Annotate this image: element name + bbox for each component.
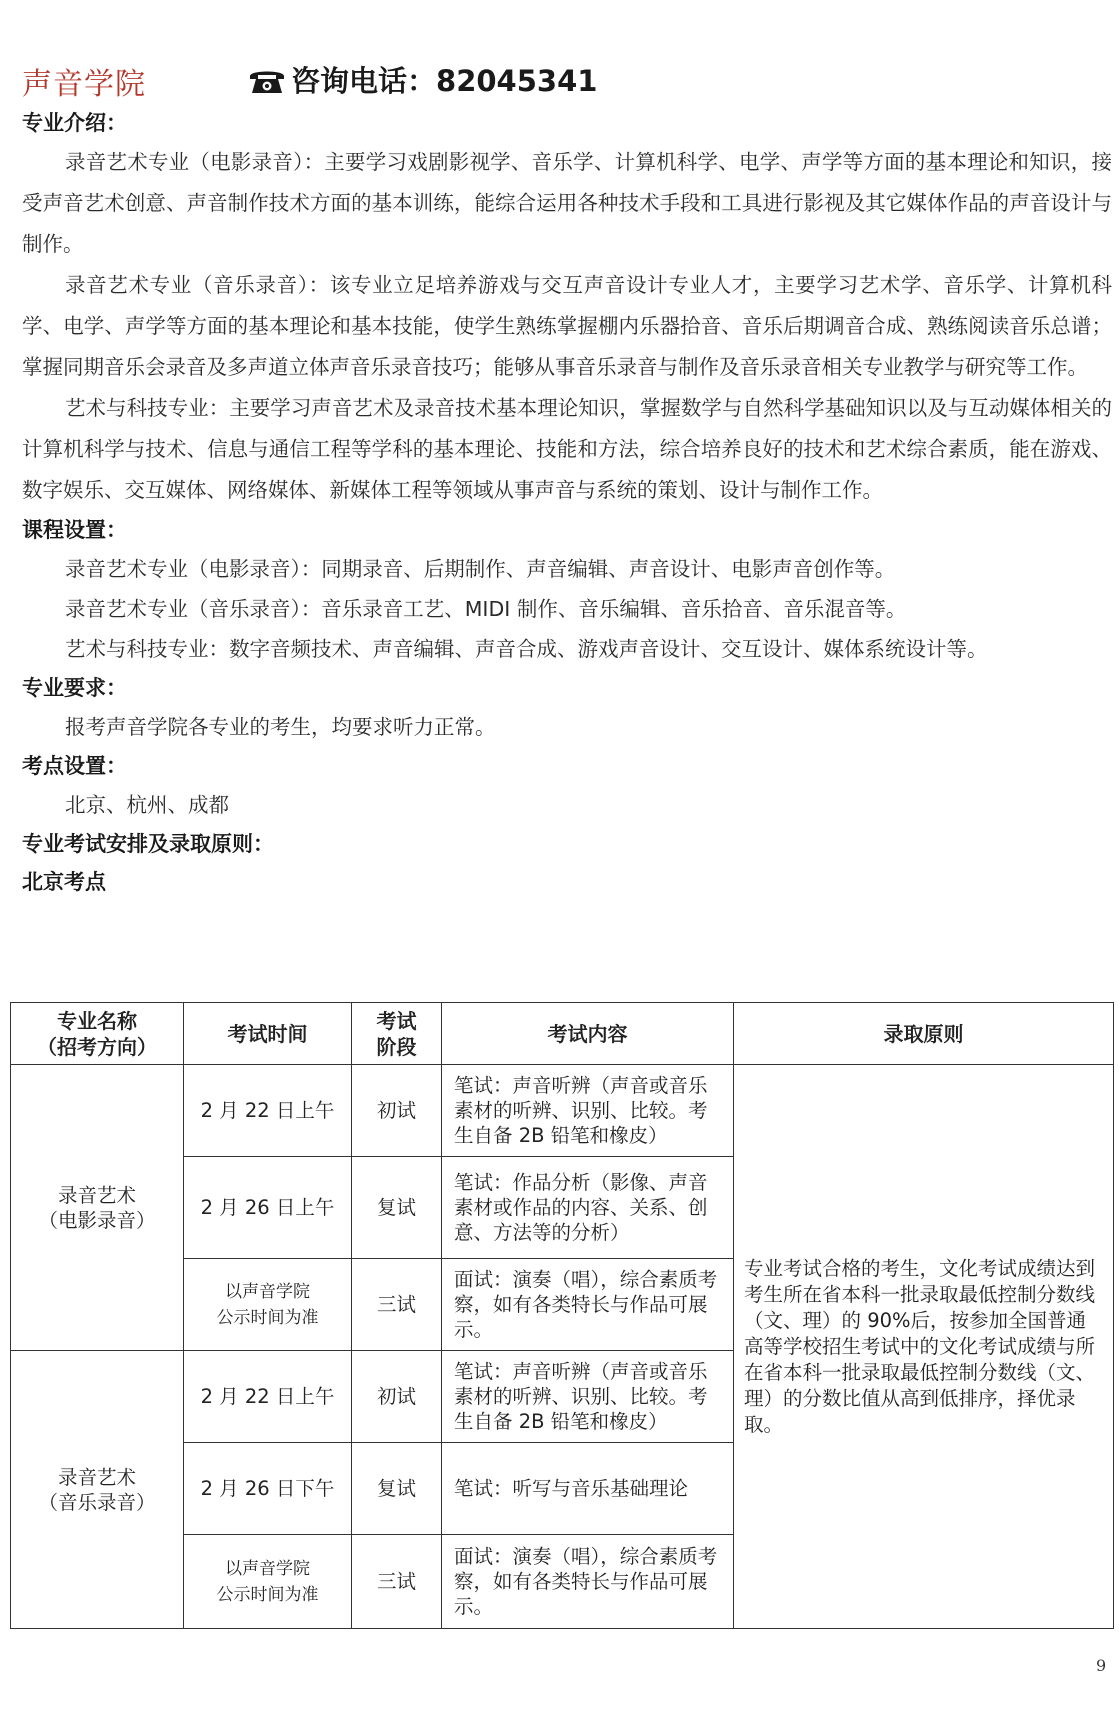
table-header-row [11,1003,1114,1065]
exam-time-cell: 以声音学院 公示时间为准 [184,1535,352,1629]
exam-time-cell: 2 月 26 日上午 [184,1157,352,1259]
telephone-icon [247,66,287,96]
main-content [22,104,1112,901]
department-title: 声音学院 [22,67,146,102]
course-item: 录音艺术专业（电影录音）：同期录音、后期制作、声音编辑、声音设计、电影声音创作等。 [65,557,896,581]
exam-content-cell: 面试：演奏（唱），综合素质考察，如有各类特长与作品可展示。 [442,1259,734,1351]
exam-time-cell: 2 月 26 日下午 [184,1443,352,1535]
exam-site-label: 北京考点 [22,870,106,894]
page-header [22,55,1082,101]
exam-schedule-table [10,1002,1114,1629]
col-header-stage: 考试 阶段 [352,1003,442,1065]
exam-stage-cell: 初试 [352,1351,442,1443]
course-item: 艺术与科技专业：数字音频技术、声音编辑、声音合成、游戏声音设计、交互设计、媒体系统设计等。 [65,637,988,661]
exam-content-cell: 笔试：听写与音乐基础理论 [442,1443,734,1535]
section-heading-requirements: 专业要求： [22,676,127,700]
exam-time-cell: 2 月 22 日上午 [184,1065,352,1157]
intro-paragraph: 录音艺术专业（电影录音）：主要学习戏剧影视学、音乐学、计算机科学、电学、声学等方面的基本理论和知识，接受声音艺术创意、声音制作技术方面的基本训练，能综合运用各种技术手段和工具进行影视及其它媒体作品的声音设计与制作。 [22,150,1112,256]
exam-stage-cell: 三试 [352,1259,442,1351]
col-header-major: 专业名称 （招考方向） [11,1003,184,1065]
section-heading-locations: 考点设置： [22,754,127,778]
major-name-cell: 录音艺术 （音乐录音） [11,1351,184,1629]
intro-paragraph: 录音艺术专业（音乐录音）：该专业立足培养游戏与交互声音设计专业人才，主要学习艺术学、音乐学、计算机科学、电学、声学等方面的基本理论和基本技能，使学生熟练掌握棚内乐器拾音、音乐后期调音合成、熟练阅读音乐总谱；掌握同期音乐会录音及多声道立体声音乐录音技巧；能够从事音乐录音与制作及音乐录音相关专业教学与研究等工作。 [22,273,1112,379]
exam-content-cell: 笔试：声音听辨（声音或音乐素材的听辨、识别、比较。考生自备 2B 铅笔和橡皮） [442,1065,734,1157]
exam-content-cell: 笔试：作品分析（影像、声音素材或作品的内容、关系、创意、方法等的分析） [442,1157,734,1259]
course-item: 录音艺术专业（音乐录音）：音乐录音工艺、MIDI 制作、音乐编辑、音乐拾音、音乐混音等。 [65,597,907,621]
page-number: 9 [1096,1656,1107,1675]
exam-content-cell: 笔试：声音听辨（声音或音乐素材的听辨、识别、比较。考生自备 2B 铅笔和橡皮） [442,1351,734,1443]
table-row [11,1065,1114,1157]
phone-line [247,59,597,100]
major-name-cell: 录音艺术 （电影录音） [11,1065,184,1351]
col-header-rule: 录取原则 [734,1003,1114,1065]
requirements-text: 报考声音学院各专业的考生，均要求听力正常。 [65,715,496,739]
col-header-content: 考试内容 [442,1003,734,1065]
exam-content-cell: 面试：演奏（唱），综合素质考察，如有各类特长与作品可展示。 [442,1535,734,1629]
exam-stage-cell: 复试 [352,1157,442,1259]
phone-number: 82045341 [436,64,598,98]
section-heading-courses: 课程设置： [22,518,127,542]
exam-time-cell: 2 月 22 日上午 [184,1351,352,1443]
exam-stage-cell: 初试 [352,1065,442,1157]
intro-paragraph: 艺术与科技专业：主要学习声音艺术及录音技术基本理论知识，掌握数学与自然科学基础知识以及与互动媒体相关的计算机科学与技术、信息与通信工程等学科的基本理论、技能和方法，综合培养良好的技术和艺术综合素质，能在游戏、数字娱乐、交互媒体、网络媒体、新媒体工程等领域从事声音与系统的策划、设计与制作工作。 [22,396,1112,502]
section-heading-exam: 专业考试安排及录取原则： [22,832,274,856]
section-heading-intro: 专业介绍： [22,111,127,135]
exam-stage-cell: 三试 [352,1535,442,1629]
phone-label: 咨询电话： [291,64,437,98]
exam-stage-cell: 复试 [352,1443,442,1535]
admission-rule-cell: 专业考试合格的考生，文化考试成绩达到考生所在省本科一批录取最低控制分数线（文、理）的 90%后，按参加全国普通高等学校招生考试中的文化考试成绩与所在省本科一批录取最低控制分数线（文、理）的分数比值从高到低排序，择优录取。 [734,1065,1114,1629]
exam-time-cell: 以声音学院 公示时间为准 [184,1259,352,1351]
locations-text: 北京、杭州、成都 [65,793,229,817]
col-header-time: 考试时间 [184,1003,352,1065]
